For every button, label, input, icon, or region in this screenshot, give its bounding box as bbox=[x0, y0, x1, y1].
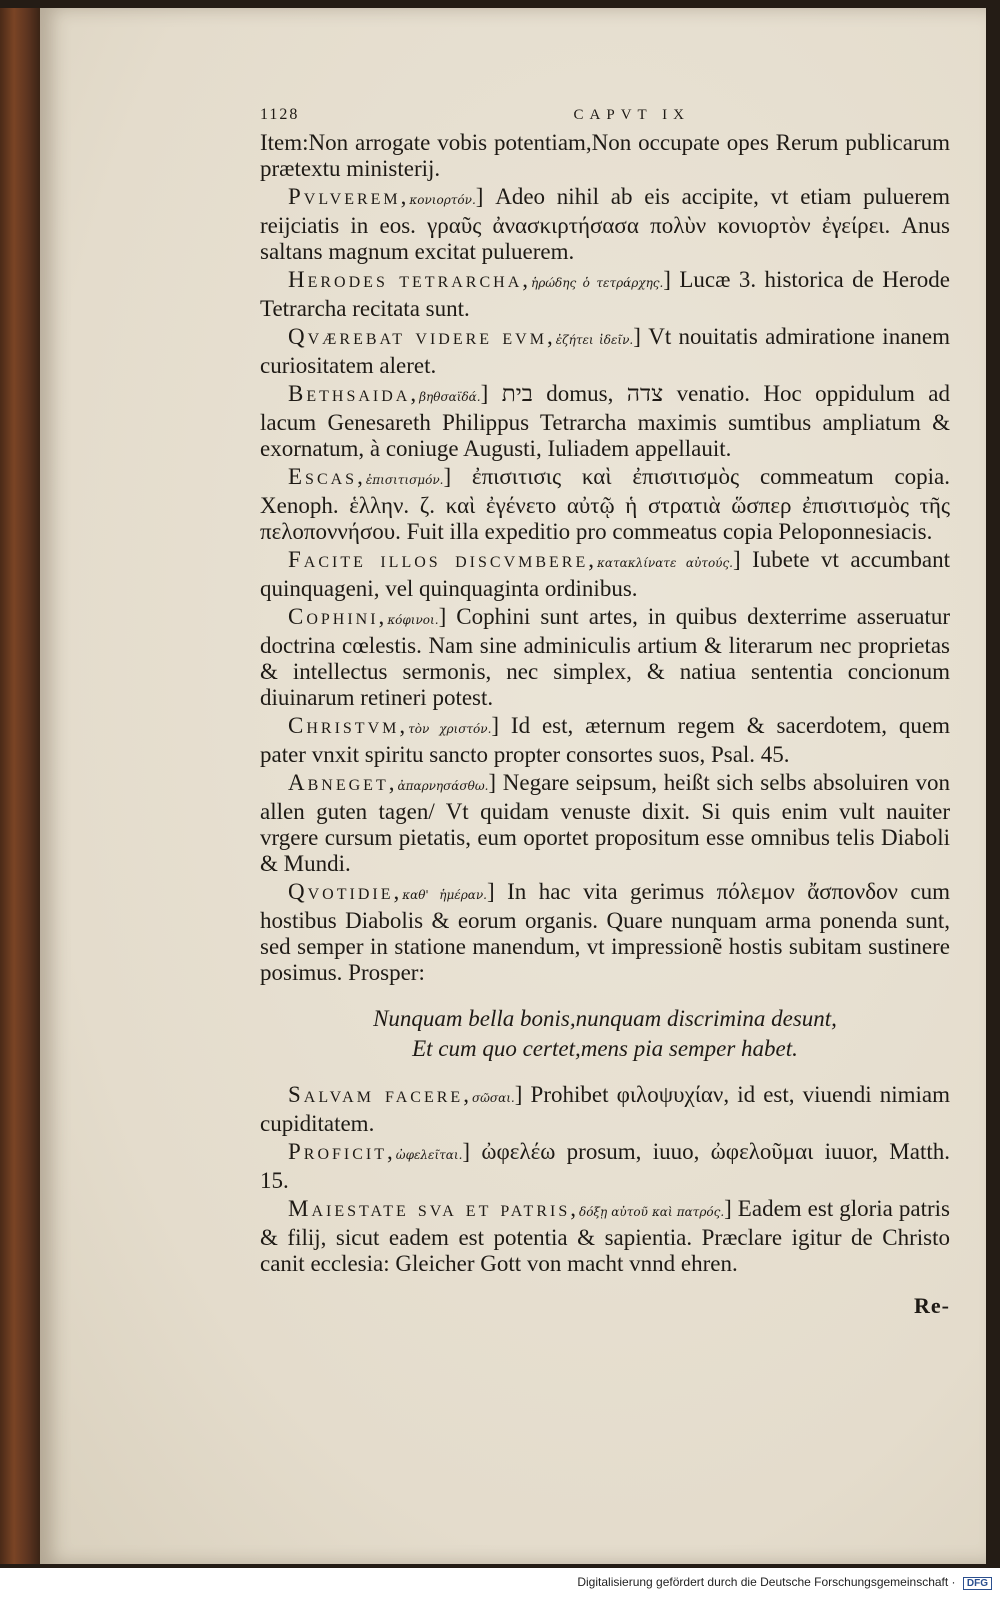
running-title: CAPVT IX bbox=[573, 107, 690, 123]
entry-paragraph bbox=[260, 547, 950, 602]
poem bbox=[260, 1004, 950, 1064]
entry-text: ] In hac vita gerimus πόλεμον ἄσπονδον cum hostibus Diabolis & eorum organis. Quare nunquam arma ponenda sunt, sed semper in statione manendum, vt impressionẽ hostis subitam sustinere posimus. Prosper: bbox=[260, 879, 950, 985]
entry-paragraph bbox=[260, 130, 950, 182]
entry-greek: τὸν χριστόν. bbox=[408, 722, 492, 736]
entry-paragraph bbox=[260, 770, 950, 877]
entry-paragraph bbox=[260, 1139, 950, 1194]
entries-list bbox=[260, 130, 950, 986]
entry-lemma: Salvam facere, bbox=[288, 1082, 472, 1107]
page-number: 1128 bbox=[260, 106, 300, 123]
entry-lemma: Qvotidie, bbox=[288, 879, 403, 904]
entry-paragraph bbox=[260, 604, 950, 711]
text-block bbox=[260, 102, 950, 1319]
entry-greek: ἐζήτει ἰδεῖν. bbox=[555, 333, 634, 347]
entry-lemma: Bethsaida, bbox=[288, 381, 420, 406]
entries-after-list bbox=[260, 1082, 950, 1277]
entry-lemma: Proficit, bbox=[288, 1139, 396, 1164]
entry-text: ] Vt nouitatis admiratione inanem curiositatem aleret. bbox=[260, 324, 950, 378]
entry-text: ] בית domus, צדה venatio. Hoc oppidulum ad lacum Genesareth Philippus Tetrarcha maximis sumtibus ampliatum & exornatum, à coniuge Augusti, Iuliadem appellauit. bbox=[260, 381, 950, 461]
entry-text: ] Prohibet φιλοψυχίαν, id est, viuendi nimiam cupiditatem. bbox=[260, 1082, 950, 1136]
entry-greek: ἀπαρνησάσθω. bbox=[397, 779, 489, 793]
entry-text: ] Eadem est gloria patris & filij, sicut eadem est potentia & sapientia. Præclare igitur de Christo canit ecclesia: Gleicher Gott von macht vnnd ehren. bbox=[260, 1196, 950, 1276]
entry-greek: βηθσαϊδά. bbox=[419, 390, 481, 404]
entry-lemma: Facite illos discvmbere, bbox=[288, 547, 598, 572]
entry-text: ] Id est, æternum regem & sacerdotem, quem pater vnxit spiritu sancto propter consortes suos, Psal. 45. bbox=[260, 713, 950, 767]
entry-paragraph bbox=[260, 267, 950, 322]
poem-line: Nunquam bella bonis,nunquam discrimina desunt, bbox=[373, 1006, 837, 1031]
dfg-logo-icon: DFG bbox=[963, 1577, 992, 1590]
entry-greek: κονιορτόν. bbox=[409, 193, 476, 207]
entry-lemma: Cophini, bbox=[288, 604, 388, 629]
entry-paragraph bbox=[260, 324, 950, 379]
book-page bbox=[40, 8, 986, 1564]
entry-greek: ἐπισιτισμόν. bbox=[365, 473, 444, 487]
footer-text: Digitalisierung gefördert durch die Deutsche Forschungsgemeinschaft · bbox=[577, 1575, 956, 1589]
footer-strip bbox=[0, 1568, 1000, 1600]
entry-text: Item:Non arrogate vobis potentiam,Non occupate opes Rerum publicarum prætextu ministerij. bbox=[260, 130, 950, 181]
catchword: Re- bbox=[914, 1293, 950, 1318]
entry-paragraph bbox=[260, 1196, 950, 1277]
entry-greek: κόφινοι. bbox=[387, 613, 439, 627]
entry-greek: ὠφελεῖται. bbox=[395, 1148, 463, 1162]
entry-paragraph bbox=[260, 184, 950, 265]
entry-lemma: Maiestate sva et patris, bbox=[288, 1196, 579, 1221]
entry-text: ] ἐπισιτισις καὶ ἐπισιτισμὸς commeatum copia. Xenoph. ἑλλην. ζ. καὶ ἐγένετο αὐτῷ ἡ στρατιὰ ὥσπερ ἐπισιτισμὸς τῆς πελοποννήσου. Fuit illa expeditio pro commeatus copia Peloponnesiacis. bbox=[260, 464, 950, 544]
entry-greek: δόξῃ αὐτοῦ καὶ πατρός. bbox=[578, 1205, 725, 1219]
entry-lemma: Qværebat videre evm, bbox=[288, 324, 556, 349]
entry-text: ] Cophini sunt artes, in quibus dexterrime asseruatur doctrina cœlestis. Nam sine adminiculis artium & literarum nec proprietas & intellectus sermonis, nec simplex, & natiua sententia concionum diuinarum retineri potest. bbox=[260, 604, 950, 710]
entry-paragraph bbox=[260, 713, 950, 768]
entry-lemma: Escas, bbox=[288, 464, 366, 489]
entry-greek: ἡρώδης ὁ τετράρχης. bbox=[531, 276, 664, 290]
entry-paragraph bbox=[260, 381, 950, 462]
entry-lemma: Christvm, bbox=[288, 713, 409, 738]
page-header bbox=[260, 102, 950, 128]
entry-text: ] Lucæ 3. historica de Herode Tetrarcha recitata sunt. bbox=[260, 267, 950, 321]
entry-paragraph bbox=[260, 1082, 950, 1137]
entry-text: ] Iubete vt accumbant quinquageni, vel quinquaginta ordinibus. bbox=[260, 547, 950, 601]
entry-lemma: Abneget, bbox=[288, 770, 398, 795]
entry-greek: κατακλίνατε αὐτούς. bbox=[597, 556, 733, 570]
entry-lemma: Pvlverem, bbox=[288, 184, 410, 209]
entry-greek: σῶσαι. bbox=[471, 1091, 515, 1105]
entry-paragraph bbox=[260, 464, 950, 545]
entry-text: ] ὠφελέω prosum, iuuo, ὠφελοῦμαι iuuor, Matth. 15. bbox=[260, 1139, 950, 1193]
footer-credit bbox=[577, 1575, 992, 1590]
entry-paragraph bbox=[260, 879, 950, 986]
entry-text: ] Negare seipsum, heißt sich selbs absoluiren von allen guten tagen/ Vt quidam venuste dixit. Si quis enim vult nauiter vrgere cursum pietatis, eum oportet propositum esse omnibus telis Diaboli & Mundi. bbox=[260, 770, 950, 876]
entry-lemma: Herodes tetrarcha, bbox=[288, 267, 532, 292]
entry-greek: καθ' ἡμέραν. bbox=[402, 888, 487, 902]
poem-line: Et cum quo certet,mens pia semper habet. bbox=[412, 1036, 798, 1061]
entry-text: ] Adeo nihil ab eis accipite, vt etiam puluerem reijciatis in eos. γραῦς ἀνασκιρτήσασα πολὺν κονιορτὸν ἐγείρει. Anus saltans magnum excitat puluerem. bbox=[260, 184, 950, 264]
book-spine bbox=[0, 8, 42, 1564]
